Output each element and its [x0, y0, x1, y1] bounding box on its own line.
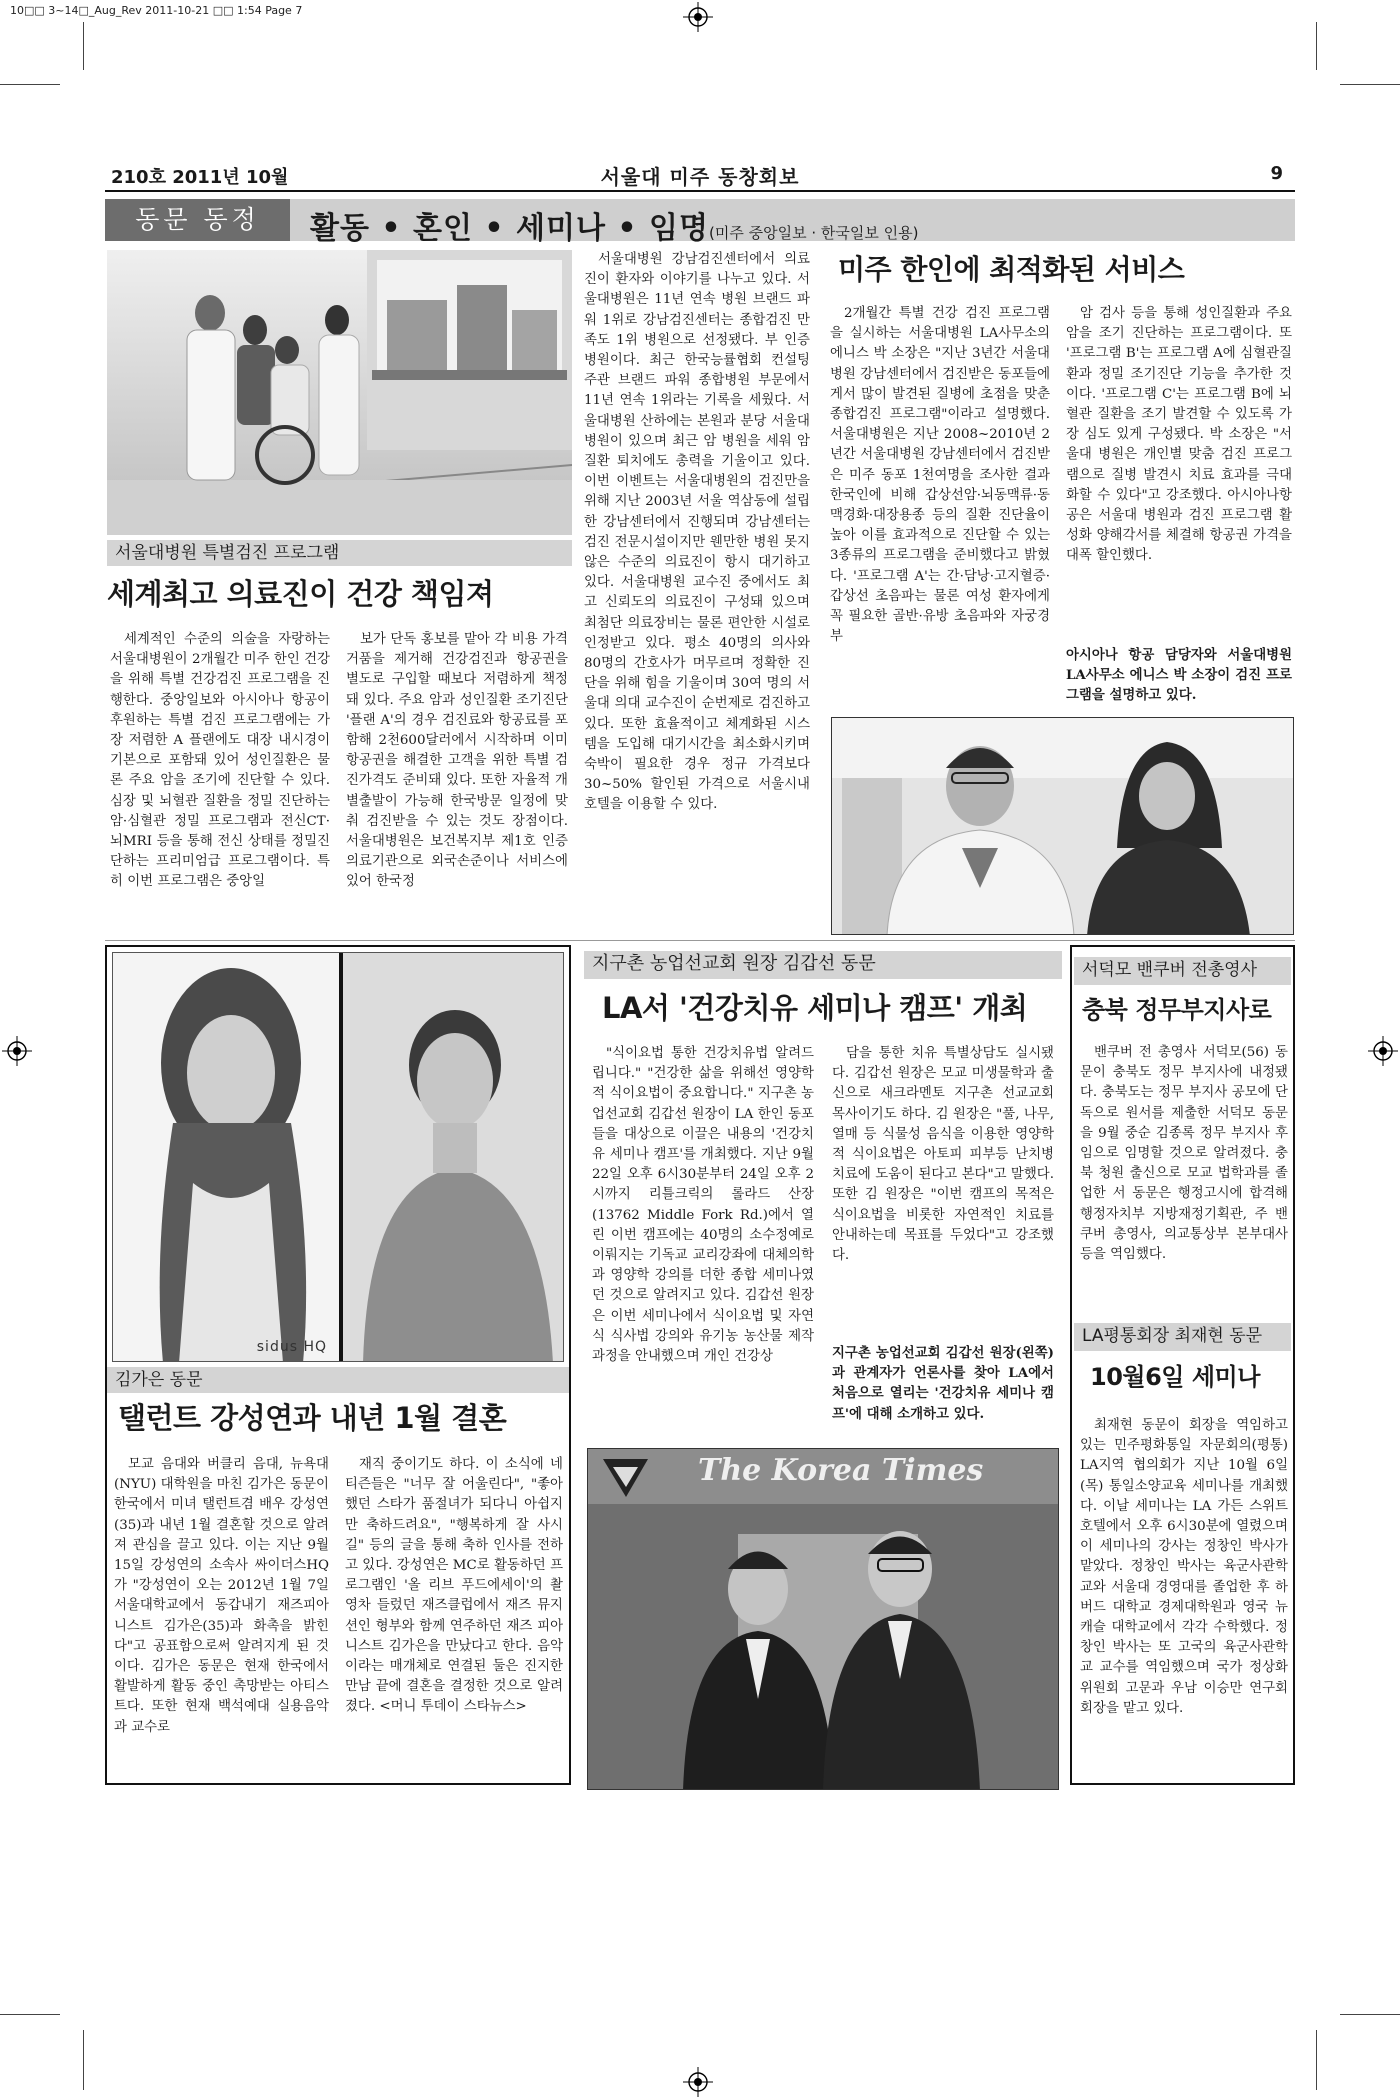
- article-wedding-headline: 탤런트 강성연과 내년 1월 결혼: [118, 1401, 507, 1435]
- article-service-col2-text: 암 검사 등을 통해 성인질환과 주요 암을 조기 진단하는 프로그램이다. 또 '프로그램 B'는 프로그램 A에 심혈관질환과 정밀 조기진단 기능을 추가한 것이다. '프로그램 C'는 프로그램 B에 뇌혈관 질환을 조기 발견할 수 있도록 가장 심도 있게 구성됐다. 박 소장은 "서울대 병원은 개인별 맞춤 검진 프로그램으로 질병 발견시 치료 효과를 극대화할 수 있다"고 강조했다. 아시아나항공은 서울대 병원과 검진 프로그램 활성화 양해각서를 체결해 항공권 가격을 대폭 할인했다.: [1066, 306, 1292, 564]
- article-service-col2: [1066, 304, 1292, 567]
- page-number: 9: [1270, 163, 1283, 184]
- crop-mark: [1316, 22, 1317, 70]
- article-seminar-caption: 지구촌 농업선교회 김갑선 원장(왼쪽)과 관계자가 언론사를 찾아 LA에서 처음으로 열리는 '건강치유 세미나 캠프'에 대해 소개하고 있다.: [832, 1345, 1054, 1422]
- service-photo: [831, 717, 1294, 935]
- article-seminar-col2: [832, 1044, 1054, 1266]
- article-wedding-col2: [345, 1455, 563, 1718]
- article-seminar-col2-text: 담을 통한 치유 특별상담도 실시됐다. 김갑선 원장은 모교 미생물학과 출신으로 새크라멘토 지구촌 선교교회 목사이기도 하다. 김 원장은 "풀, 나무, 열매 등 식물성 음식을 이용한 영양학적 식이요법은 아토피 피부등 난치병 치료에 도움이 된다고 본다"고 말했다. 또한 김 원장은 "이번 캠프의 목적은 식이요법을 비롯한 자연적인 치료를 안내하는데 목표를 두었다"고 강조했다.: [832, 1046, 1054, 1264]
- crop-mark: [83, 2030, 84, 2090]
- wedding-photo: [112, 952, 564, 1362]
- section-source: (미주 중앙일보 · 한국일보 인용): [709, 224, 919, 242]
- wedding-photo-mark: sidus HQ: [256, 1339, 327, 1355]
- article-hospital-label: 서울대병원 특별검진 프로그램: [107, 540, 572, 566]
- seminar-photo: [587, 1448, 1059, 1790]
- article-service-caption: 아시아나 항공 담당자와 서울대병원 LA사무소 에니스 박 소장이 검진 프로그램을 설명하고 있다.: [1066, 647, 1292, 704]
- registration-mark-top-icon: [683, 2, 713, 32]
- article-appointment-label: 서덕모 밴쿠버 전총영사: [1074, 957, 1291, 985]
- article-lecture-text: 최재현 동문이 회장을 역임하고 있는 민주평화통일 자문회의(평통) LA지역 협의회가 지난 10월 6일(목) 통일소양교육 세미나를 개최했다. 이날 세미나는 LA 가든 스위트 호텔에서 오후 6시30분에 열렸으며 이 세미나의 강사는 정창인 박사가 맡았다. 정창인 박사는 육군사관학교와 서울대 경영대를 졸업한 후 하버드 대학교 경제대학원과 영국 뉴캐슬 대학교에서 각각 수학했다. 정창인 박사는 또 고국의 육군사관학교 교수를 역임했으며 국가 정상화위원회 고문과 우남 이승만 연구회 회장을 맡고 있다.: [1080, 1418, 1288, 1716]
- crop-mark: [0, 84, 60, 85]
- newspaper-name: 서울대 미주 동창회보: [600, 165, 800, 189]
- hospital-photo: [107, 250, 572, 535]
- article-appointment-body: [1080, 1043, 1288, 1265]
- article-appointment-headline: 충북 정무부지사로: [1082, 996, 1272, 1024]
- print-slug: 10□□ 3~14□_Aug_Rev 2011-10-21 □□ 1:54 Page 7: [10, 4, 303, 17]
- article-service-col1: [830, 304, 1050, 647]
- issue-date: 210호 2011년 10월: [111, 167, 289, 188]
- article-seminar-label: 지구촌 농업선교회 원장 김갑선 동문: [584, 951, 1062, 979]
- article-hospital-col2-text: 보가 단독 홍보를 맡아 각 비용 가격거품을 제거해 건강검진과 항공권을 별도로 구입할 때보다 저렴하게 책정돼 있다. 주요 암과 성인질환 조기진단 '플랜 A'의 경우 검진료와 항공료를 포함해 2천600달러에서 시작하며 이미 항공권을 해결한 고객을 위한 특별 검진가격도 준비돼 있다. 또한 자율적 개별출발이 가능해 한국방문 일정에 맞춰 검진받을 수 있는 것도 장점이다. 서울대병원은 보건복지부 제1호 인증 의료기관으로 외국손준이나 서비스에 있어 한국정: [346, 632, 568, 890]
- article-hospital-col2: [346, 630, 568, 893]
- crop-mark: [0, 2014, 60, 2015]
- registration-mark-right-icon: [1368, 1036, 1398, 1066]
- article-seminar-col1: [592, 1044, 814, 1367]
- article-seminar-col1-text: "식이요법 통한 건강치유법 알려드립니다." "건강한 삶을 위해선 영양학적 식이요법이 중요합니다." 지구촌 농업선교회 김갑선 원장이 LA 한인 동포들을 대상으로 이끌은 내용의 '건강치유 세미나 캠프'를 개최했다. 지난 9월 22일 오후 6시30분부터 24일 오후 2시까지 리틀크릭의 롤라드 산장(13762 Middle Fork Rd.)에서 열린 이번 캠프에는 40명의 소수정예로 이뤄지는 기독교 교리강좌에 대체의학과 영양학 강의를 더한 종합 세미나였던 것으로 알려지고 있다. 김갑선 원장은 이번 세미나에서 식이요법 및 자연식 식사법 강의와 유기농 농산물 제작과정을 안내했으며 개인 건강상: [592, 1046, 814, 1365]
- crop-mark: [1340, 84, 1400, 85]
- seminar-photo-sign: The Korea Times: [698, 1453, 984, 1488]
- article-lecture-label: LA평통회장 최재현 동문: [1074, 1323, 1291, 1351]
- article-appointment-text: 밴쿠버 전 총영사 서덕모(56) 동문이 충북도 정무 부지사에 내정됐다. 충북도는 정무 부지사 공모에 단독으로 원서를 제출한 서덕모 동문을 9월 중순 김종록 정무 부지사 후임으로 임명할 것으로 알려졌다. 충북 청원 출신으로 모교 법학과를 졸업한 서 동문은 행정고시에 합격해 행정자치부 지방재정기획관, 주 밴쿠버 총영사, 의교통상부 본부대사 등을 역임했다.: [1080, 1045, 1288, 1263]
- crop-mark: [83, 22, 84, 70]
- article-hospital-col1: [110, 630, 330, 893]
- article-lecture-body: [1080, 1416, 1288, 1719]
- section-title: [310, 203, 918, 247]
- article-hospital-col3-text: 서울대병원 강남검진센터에서 의료진이 환자와 이야기를 나누고 있다. 서울대병원은 11년 연속 병원 브랜드 파워 1위로 강남검진센터는 종합검진 만족도 1위 병원으로 선정됐다. 부 인증 병원이다. 최근 한국능률협회 컨설팅 주관 브랜드 파워 종합병원 부문에서 11년 연속 1위라는 기록을 세웠다. 서울대병원 산하에는 본원과 분당 서울대병원이 있으며 최근 암 병원을 세워 암질환 퇴치에도 총력을 기울이고 있다. 이번 이벤트는 서울대병원의 검진만을 위해 지난 2003년 서울 역삼동에 설립한 강남센터에서 진행되며 강남센터는 검진 전문시설이지만 웬만한 병원 못지않은 수준의 의료진이 항시 대기하고 있다. 서울대병원 교수진 중에서도 최고 신뢰도의 의료진이 구성돼 있으며 최첨단 의료장비는 물론 편안한 시설로 인정받고 있다. 평소 40명의 의사와 80명의 간호사가 머무르며 정확한 진단을 위해 힘을 기울이며 30여 명의 서울대 의대 교수진이 순번제로 검진하고 있다. 또한 효율적이고 체계화된 시스템을 도입해 대기시간을 최소화시키며 숙박이 필요한 경우 정규 가격보다 30~50% 할인된 가격으로 서울시내 호텔을 이용할 수 있다.: [584, 252, 810, 813]
- registration-mark-bottom-icon: [683, 2067, 713, 2097]
- registration-mark-left-icon: [2, 1036, 32, 1066]
- article-hospital-col3: [584, 250, 810, 816]
- masthead-rule: [105, 190, 1295, 192]
- article-wedding-col1-text: 모교 음대와 버클리 음대, 뉴욕대(NYU) 대학원을 마친 김가은 동문이 한국에서 미녀 탤런트겸 배우 강성연(35)과 내년 1월 결혼할 것으로 알려져 관심을 끌고 있다. 이는 지난 9월 15일 강성연의 소속사 싸이더스HQ가 "강성연이 오는 2012년 1월 7일 서울대학교에서 동갑내기 재즈피아니스트 김가은(35)과 화촉을 밝힌다"고 공표함으로써 알려지게 된 것이다. 김가은 동문은 현재 한국에서 활발하게 활동 중인 촉망받는 아티스트다. 또한 현재 백석예대 실용음악과 교수로: [114, 1457, 329, 1735]
- section-header: [105, 199, 1295, 246]
- crop-mark: [1340, 2014, 1400, 2015]
- article-wedding-col1: [114, 1455, 329, 1738]
- article-wedding-label: 김가은 동문: [107, 1367, 569, 1393]
- article-hospital-headline: 세계최고 의료진이 건강 책임져: [107, 577, 494, 611]
- masthead: [105, 161, 1295, 187]
- article-service-headline: 미주 한인에 최적화된 서비스: [838, 253, 1185, 286]
- article-wedding-col2-text: 재직 중이기도 하다. 이 소식에 네티즌들은 "너무 잘 어울린다", "좋아했던 스타가 품절녀가 되다니 아쉽지만 축하드려요", "행복하게 잘 사시길" 등의 글을 통해 축하 인사를 전하고 있다. 강성연은 MC로 활동하던 프로그램인 '올 리브 푸드에세이'의 촬영차 들렀던 재즈클럽에서 재즈 뮤지션인 형부와 함께 연주하던 재즈 피아니스트 김가은을 만났다고 한다. 음악이라는 매개체로 연결된 둘은 진지한 만남 끝에 결혼을 결정한 것으로 알려졌다. <머니 투데이 스타뉴스>: [345, 1457, 563, 1715]
- article-service-col1-text: 2개월간 특별 건강 검진 프로그램을 실시하는 서울대병원 LA사무소의 에니스 박 소장은 "지난 3년간 서울대병원 강남센터에서 검진받은 동포들에게서 많이 발견된 질병에 초점을 맞춘 종합검진 프로그램"이라고 설명했다. 서울대병원은 지난 2008~2010년 2년간 서울대병원 강남센터에서 검진받은 미주 동포 1천여명을 조사한 결과 한국인에 비해 갑상선암·뇌동맥류·동맥경화·대장용종 등의 질환 진단율이 높아 이를 효과적으로 진단할 수 있는 3종류의 프로그램을 준비했다고 밝혔다. '프로그램 A'는 간·담낭·고지혈증·갑상선 초음파는 물론 여성 환자에게 꼭 필요한 골반·유방 초음파와 자궁경부: [830, 306, 1050, 645]
- article-lecture-headline: 10월6일 세미나: [1090, 1363, 1260, 1391]
- section-title-text: 활동 • 혼인 • 세미나 • 임명: [310, 211, 710, 246]
- section-tag: 동문 동정: [105, 199, 290, 241]
- article-seminar-headline: LA서 '건강치유 세미나 캠프' 개최: [602, 991, 1028, 1025]
- article-hospital-col1-text: 세계적인 수준의 의술을 자랑하는 서울대병원이 2개월간 미주 한인 건강을 위해 특별 건강검진 프로그램을 진행한다. 중앙일보와 아시아나 항공이 후원하는 특별 검진 프로그램에는 가장 저렴한 A 플랜에도 대장 내시경이 기본으로 포함돼 있어 성인질환은 물론 주요 암을 조기에 진단할 수 있다. 심장 및 뇌혈관 질환을 정밀 진단하는 암·심혈관 정밀 프로그램과 전신CT·뇌MRI 등을 통해 전신 상태를 정밀진단하는 프리미엄급 프로그램이다. 특히 이번 프로그램은 중앙일: [110, 632, 330, 890]
- crop-mark: [1316, 2030, 1317, 2090]
- divider-line: [105, 940, 1295, 941]
